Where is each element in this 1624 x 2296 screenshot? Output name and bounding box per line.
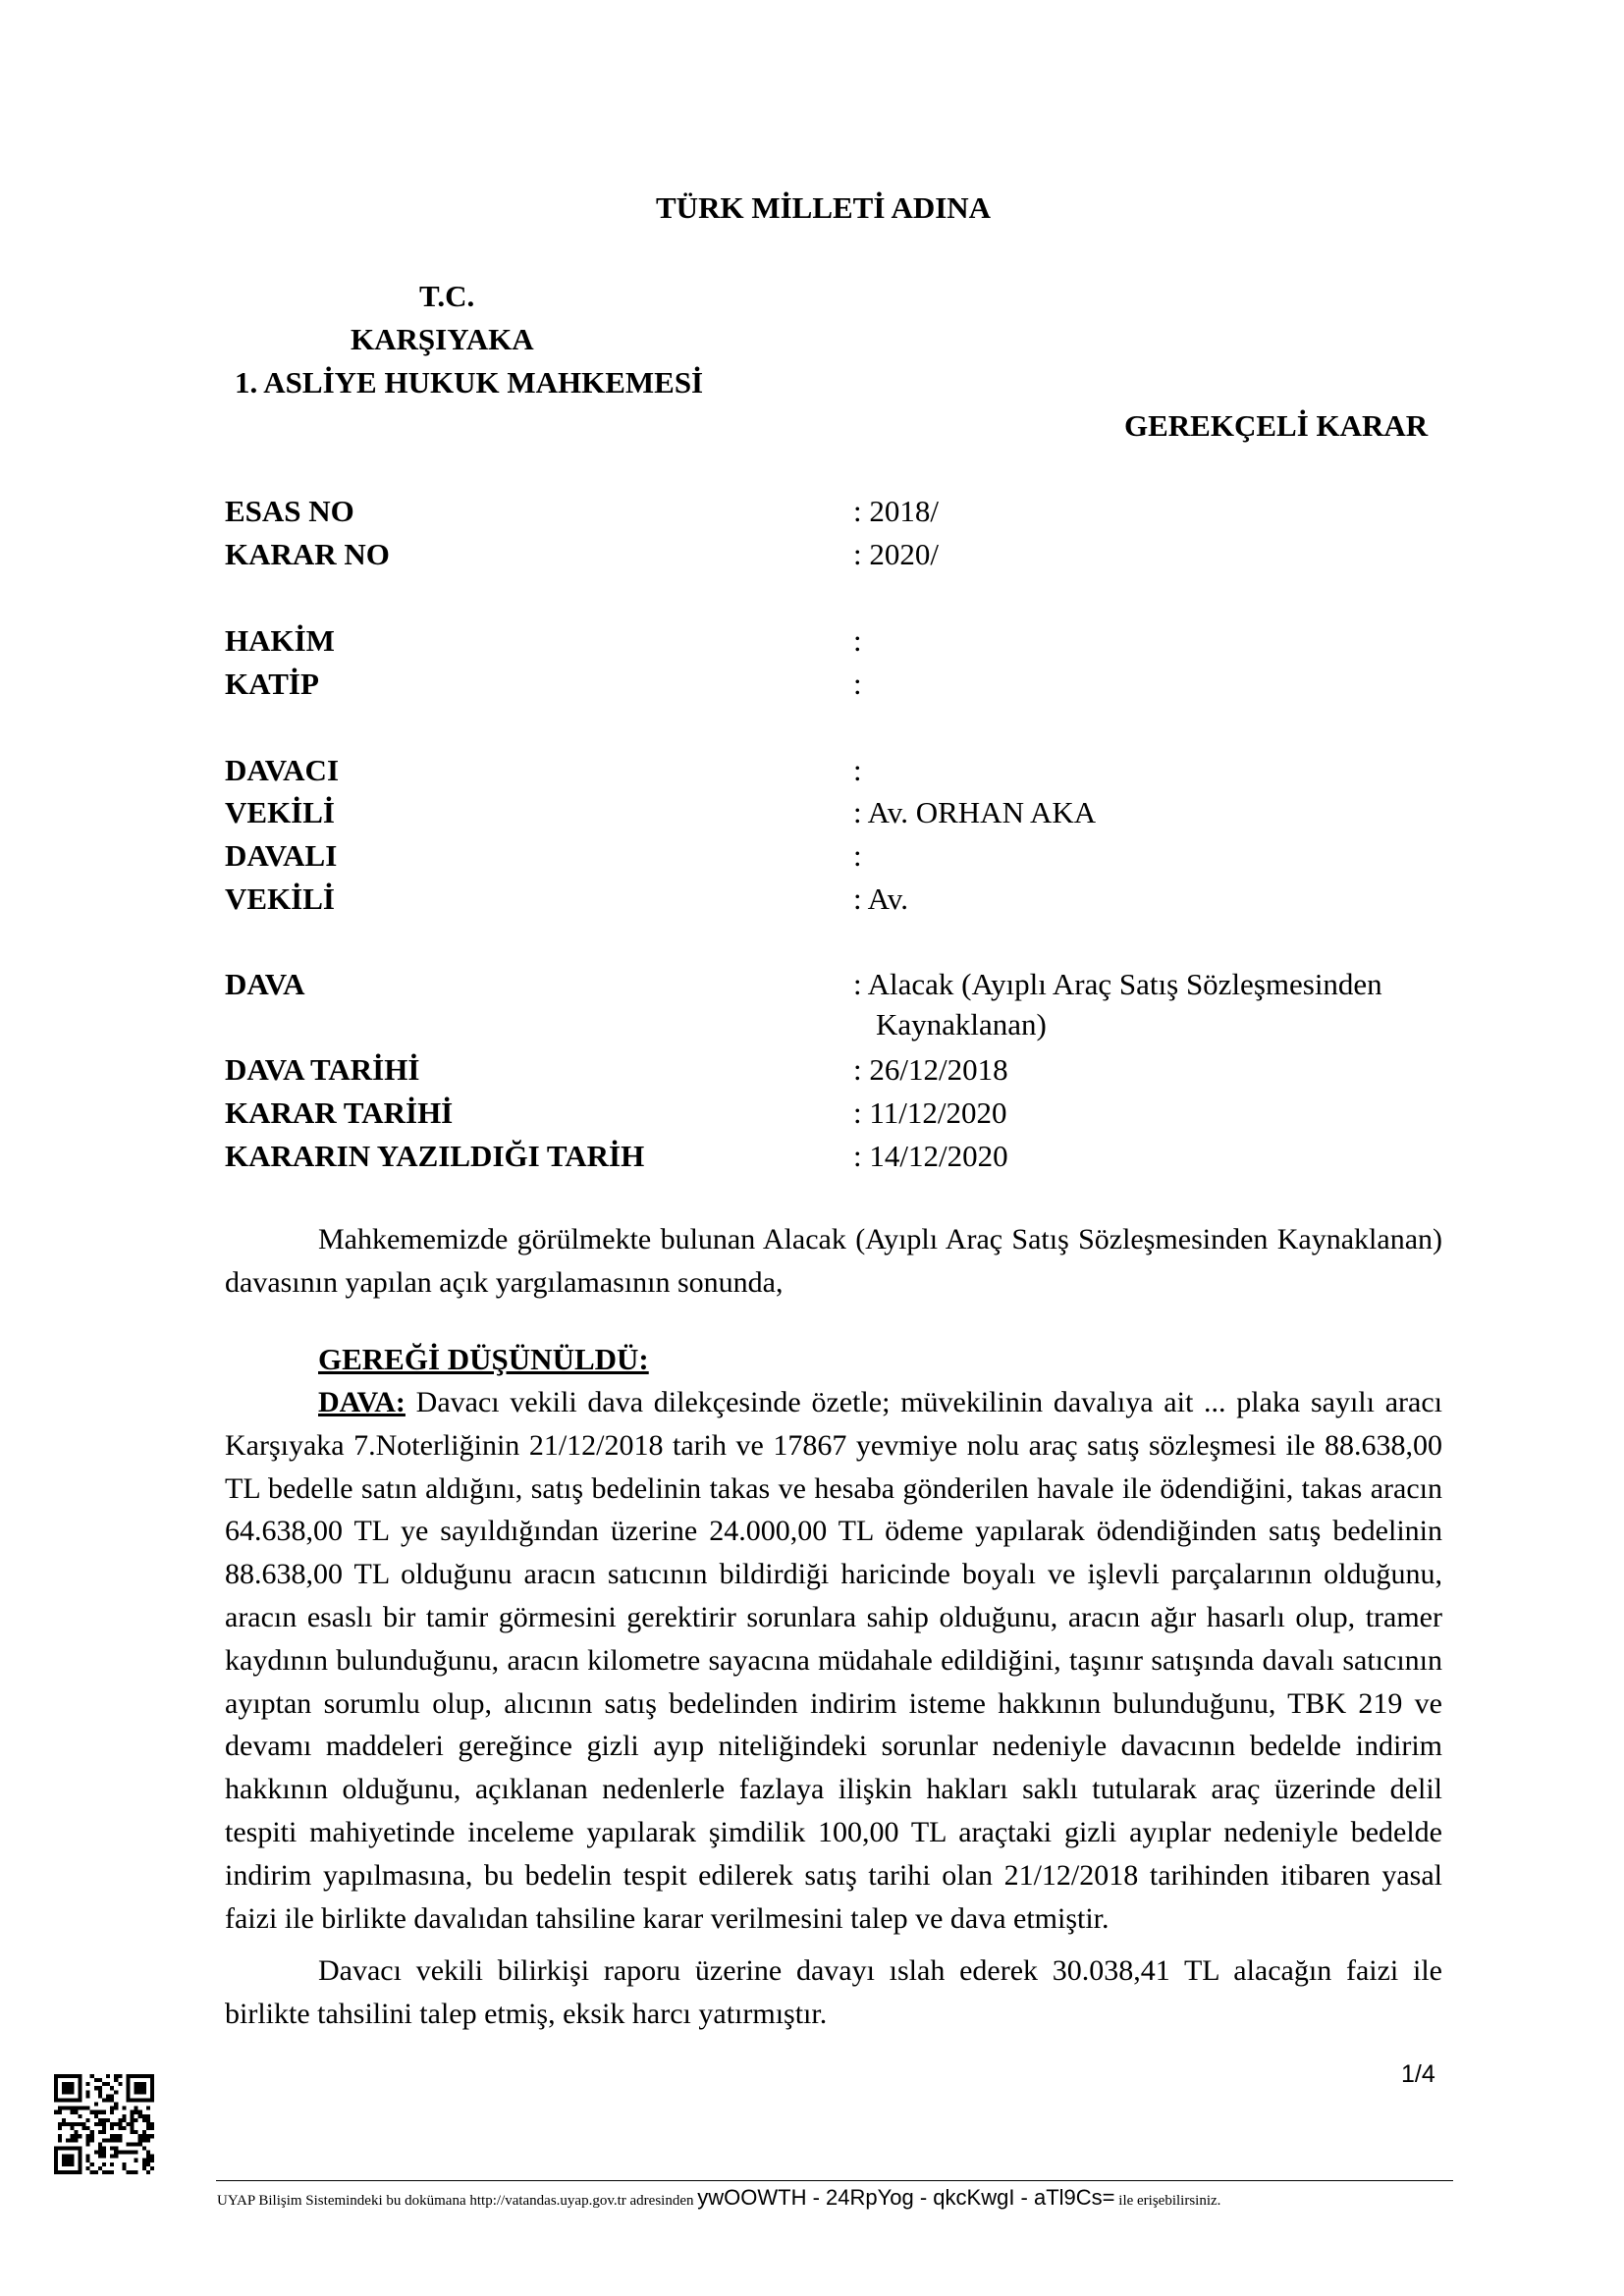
qr-code-icon [54,2074,154,2174]
field-value-dava: : Alacak (Ayıplı Araç Satış Sözleşmesinden [853,967,1382,1001]
islah-paragraph: Davacı vekili bilirkişi raporu üzerine davayı ıslah ederek 30.038,41 TL alacağın faizi ile birlikte tahsilini talep etmiş, eksik harcı yatırmıştır. [225,1954,1442,2030]
field-label-hakim: HAKİM [225,623,335,658]
field-label-karar-no: KARAR NO [225,537,390,571]
field-value-davali: : [853,838,862,873]
field-value-esas-no: : 2018/ [853,494,939,528]
field-value-davaci: : [853,753,862,787]
court-heading: 1. ASLİYE HUKUK MAHKEMESİ [235,365,704,400]
field-value-dava-tarihi: : 26/12/2018 [853,1052,1008,1087]
footer-verification [217,2185,1220,2211]
tc-heading: T.C. [419,279,475,313]
field-label-davaci-vekili: VEKİLİ [225,795,335,829]
footer-code: ywOOWTH - 24RpYog - qkcKwgI - aTl9Cs= [697,2185,1115,2210]
field-value-davaci-vekili: : Av. ORHAN AKA [853,795,1097,829]
field-value-yazildigi-tarih: : 14/12/2020 [853,1139,1008,1173]
footer-divider [216,2180,1453,2181]
document-type: GEREKÇELİ KARAR [1124,408,1429,443]
footer-prefix: UYAP Bilişim Sistemindeki bu dokümana http://vatandas.uyap.gov.tr adresinden [217,2193,694,2209]
field-value-karar-tarihi: : 11/12/2020 [853,1095,1007,1130]
intro-paragraph: Mahkememizde görülmekte bulunan Alacak (Ayıplı Araç Satış Sözleşmesinden Kaynaklanan) davasının yapılan açık yargılamasının sonunda, [225,1223,1442,1299]
field-label-yazildigi-tarih: KARARIN YAZILDIĞI TARİH [225,1139,645,1173]
city-heading: KARŞIYAKA [351,322,534,356]
field-label-davali-vekili: VEKİLİ [225,881,335,916]
field-value-hakim: : [853,623,862,658]
dava-paragraph [225,1381,1442,1940]
field-label-karar-tarihi: KARAR TARİHİ [225,1095,454,1130]
field-label-dava-tarihi: DAVA TARİHİ [225,1052,420,1087]
field-value-karar-no: : 2020/ [853,537,939,571]
field-label-dava: DAVA [225,967,305,1001]
field-label-esas-no: ESAS NO [225,494,354,528]
field-label-davali: DAVALI [225,838,338,873]
field-label-katip: KATİP [225,667,319,701]
footer-suffix: ile erişebilirsiniz. [1118,2193,1221,2209]
section-heading: GEREĞİ DÜŞÜNÜLDÜ: [318,1342,649,1376]
dava-text: Davacı vekili dava dilekçesinde özetle; müvekilinin davalıya ait ... plaka sayılı aracı Karşıyaka 7.Noterliğinin 21/12/2018 tarih ve 17867 yevmiye nolu araç satış sözleşmesi ile 88.638,00 TL bedelle satın aldığını, satış bedelinin takas ve hesaba gönderilen havale ile ödendiğini, takas aracın 64.638,00 TL ye sayıldığından üzerine 24.000,00 TL ödeme yapılarak ödendiğinden satış bedelinin 88.638,00 TL olduğunu aracın satıcının bildirdiği haricinde boyalı ve işlevli parçalarının olduğunu, aracın esaslı bir tamir görmesini gerektirir sorunlara sahip olduğunu, aracın ağır hasarlı olup, tramer kaydının bulunduğunu, aracın kilometre sayacına müdahale edildiğini, taşınır satışında davalı satıcının ayıptan sorumlu olup, alıcının satış bedelinden indirim isteme hakkının bulunduğunu, TBK 219 ve devamı maddeleri gereğince gizli ayıp niteliğindeki sorunlar nedeniyle davacının bedelde indirim hakkının olduğunu, açıklanan nedenlerle fazlaya ilişkin hakları saklı tutularak araç üzerinde delil tespiti mahiyetinde inceleme yapılarak şimdilik 100,00 TL araçtaki gizli ayıplar nedeniyle bedelde indirim yapılmasına, bu bedelin tespit edilerek satış tarihi olan 21/12/2018 tarihinden itibaren yasal faizi ile birlikte davalıdan tahsiline karar verilmesini talep ve dava etmiştir. [225,1386,1442,1935]
field-value-katip: : [853,667,862,701]
field-value-davali-vekili: : Av. [853,881,908,916]
field-value-dava-line2: Kaynaklanan) [876,1007,1047,1041]
nation-heading: TÜRK MİLLETİ ADINA [656,190,992,225]
dava-label: DAVA: [318,1386,406,1418]
field-label-davaci: DAVACI [225,753,340,787]
page-number: 1/4 [1401,2060,1435,2088]
